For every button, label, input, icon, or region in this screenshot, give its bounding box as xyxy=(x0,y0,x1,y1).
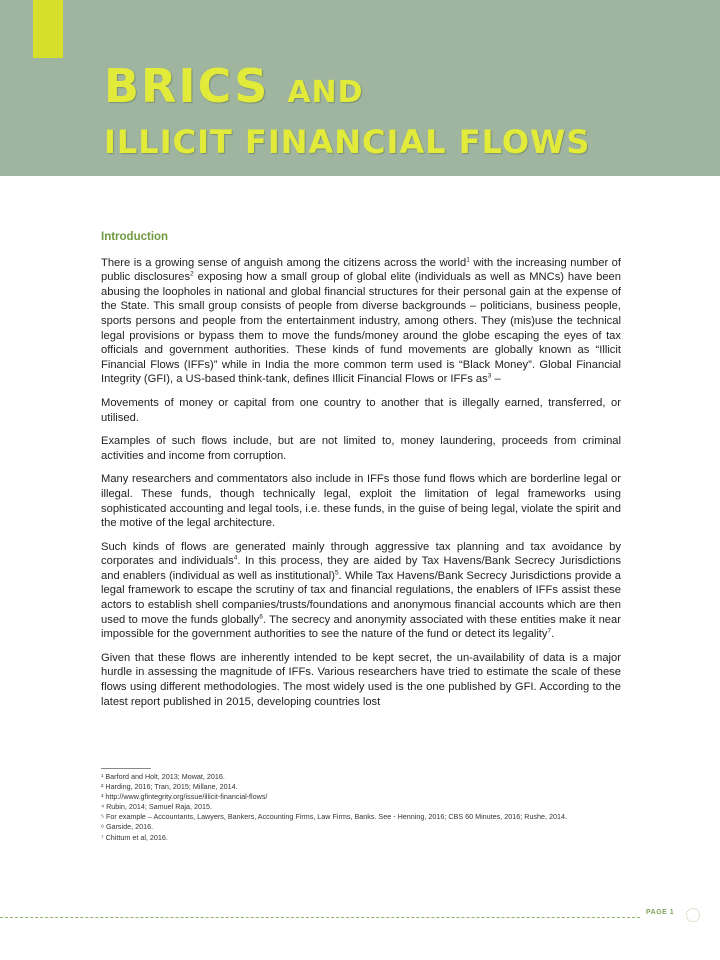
title-line-2: ILLICIT FINANCIAL FLOWS xyxy=(104,123,591,161)
footnote-4: ⁴ Rubin, 2014; Samuel Raja, 2015. xyxy=(101,802,212,812)
page-number: PAGE 1 xyxy=(646,909,675,916)
footnote-ref: 1 xyxy=(466,255,470,263)
paragraph-2: Movements of money or capital from one country to another that is illegally earned, transferred, or utilised. xyxy=(101,396,621,424)
paragraph-5: Such kinds of flows are generated mainly through aggressive tax planning and tax avoidance by corporates and individuals$^4$. In this process, they are aided by Tax Havens/Bank Secrecy Jurisdictions and enablers (individual as well as institutional)$^5$. While Tax Havens/Bank Secrecy Jurisdictions provide a legal framework to escape the scrutiny of tax and financial regulations, the enablers of IFFs assist these actors to establish shell companies/trusts/foundations and anonymous financial accounts which are then used to move the funds globally$^6$. The secrecy and anonymity associated with these entities make it near impossible for the government authorities to see the nature of the fund or detect its legality$^7$. xyxy=(101,540,622,641)
footnote-7: ⁷ Chittum et al, 2016. xyxy=(101,832,168,842)
title-and: AND xyxy=(287,75,364,110)
footnote-3: ³ http://www.gfintegrity.org/issue/illicit-financial-flows/ xyxy=(101,792,268,802)
main-content xyxy=(101,230,621,718)
footnote-5: ⁵ For example – Accountants, Lawyers, Bankers, Accounting Firms, Law Firms, Banks. See - Henning, 2016; CBS 60 Minutes, 2016; Rushe, 2014. xyxy=(101,812,568,822)
footnote-ref: 3 xyxy=(487,372,492,380)
footnotes xyxy=(101,772,621,843)
footnote-ref: 2 xyxy=(190,270,194,278)
page-header-banner xyxy=(0,0,720,176)
page-title xyxy=(104,58,590,163)
title-line-1 xyxy=(104,58,590,121)
bottom-strip xyxy=(0,944,720,960)
paragraph-3: Examples of such flows include, but are not limited to, money laundering, proceeds from criminal activities and income from corruption. xyxy=(101,435,621,462)
footnote-2: ² Harding, 2016; Tran, 2015; Millane, 2014. xyxy=(101,782,238,792)
footnote-separator xyxy=(101,768,151,769)
page-ornament-icon xyxy=(686,908,700,922)
footnote-6: ⁶ Garside, 2016. xyxy=(101,822,154,832)
footer-divider xyxy=(0,917,640,918)
accent-bar xyxy=(33,0,63,58)
section-heading: Introduction xyxy=(101,231,169,243)
footnote-ref: 5 xyxy=(335,569,339,577)
footnote-ref: 6 xyxy=(259,612,263,620)
paragraph-1: There is a growing sense of anguish among the citizens across the world$^1$ with the increasing number of public disclosures$^2$ exposing how a small group of global elite (individuals as well as MNCs) have been abusing the loopholes in national and global financial structures for their personal gain at the expense of the State. This small group consists of people from diverse backgrounds – politicians, business people, sports persons and people from the entertainment industry, among others. They (mis)use the technical legal provisions or bypass them to move the funds/money around the globe escaping the eyes of tax officials and government authorities. These kinds of fund movements are globally known as “Illicit Financial Flows (IFFs)” while in India the more common term used is “Black Money”. Global Financial Integrity (GFI), a US-based think-tank, defines Illicit Financial Flows or IFFs $as^3$ – xyxy=(101,255,621,386)
footnote-1: ¹ Barford and Holt, 2013; Mowat, 2016. xyxy=(101,772,225,781)
paragraph-4: Many researchers and commentators also include in IFFs those fund flows which are borderline legal or illegal. These funds, though technically legal, exploit the limitation of legal frameworks using sophisticated accounting and legal tools, i.e. these funds, in the guise of being legal, violate the spirit and the motive of the legal architecture. xyxy=(101,473,621,530)
footnote-ref: 4 xyxy=(233,554,238,562)
footnote-ref: 7 xyxy=(547,627,552,635)
paragraph-6: Given that these flows are inherently intended to be kept secret, the un-availability of data is a major hurdle in assessing the magnitude of IFFs. Various researchers have tried to estimate the scale of these flows using different methodologies. The most widely used is the one published by GFI. According to the latest report published in 2015, developing countries lost xyxy=(101,651,621,708)
title-brics: BRICS xyxy=(104,59,270,113)
